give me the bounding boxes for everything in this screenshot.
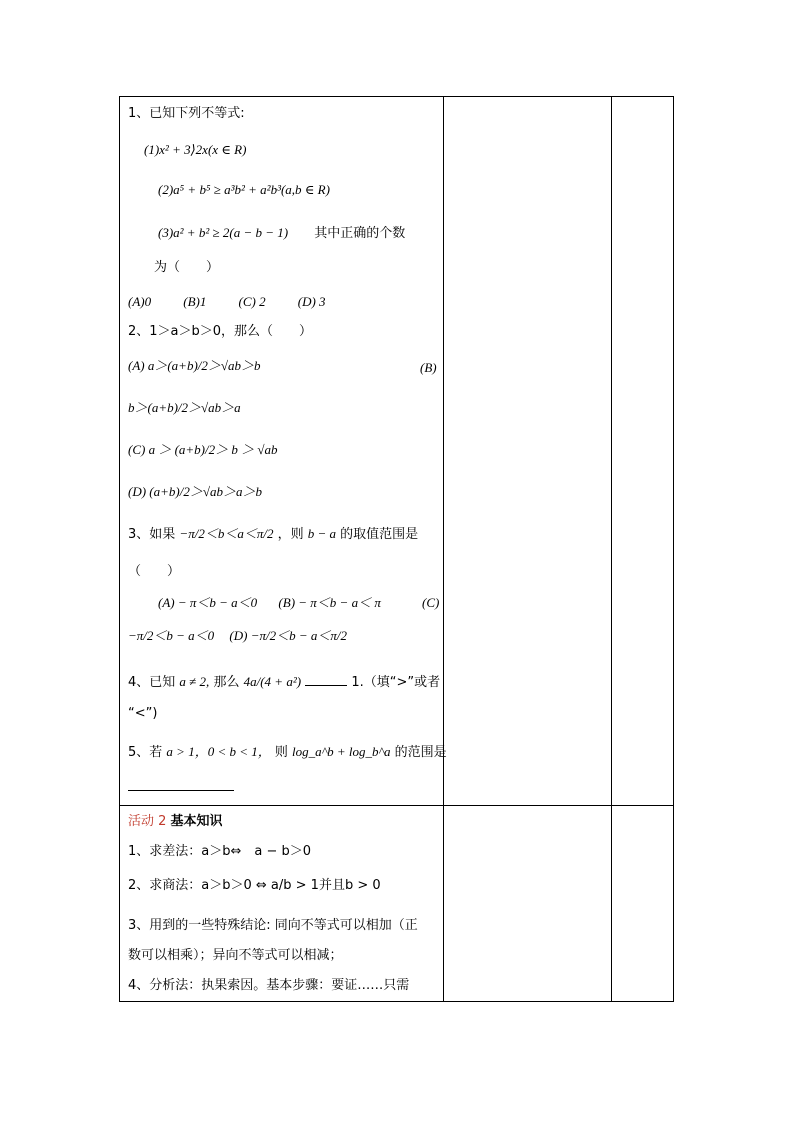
q3-option-a: (A) − π＜b − a＜0 [158,595,258,610]
basic-point-3a: 3、用到的一些特殊结论: 同向不等式可以相加（正 [128,918,418,933]
q2-stem: 2、1＞a＞b＞0，那么（ ） [128,324,313,339]
q1-option-c: (C) 2 [238,294,266,309]
q3-stem-a: 3、如果 [128,527,176,542]
q4-condition: a ≠ 2, [179,674,210,689]
activity-label: 活动 2 [128,814,171,829]
q2-option-b: b＞(a+b)/2＞√ab＞a [128,400,241,415]
basic-point-3b: 数可以相乘）；异向不等式可以相减； [128,948,343,963]
q1-item1: (1)x² + 3⟩2x(x ∈ R) [144,142,247,157]
q5-answer-blank [128,790,234,791]
q3-option-c: −π/2＜b − a＜0 [128,628,215,643]
column-divider-1 [443,97,444,1001]
q3-expression: b − a [307,526,337,541]
q1-wei: 为（ ） [154,260,220,275]
q2-option-a: (A) a＞(a+b)/2＞√ab＞b [128,358,261,373]
q2-option-b-tag: (B) [420,360,437,375]
column-divider-2 [611,97,612,1001]
lesson-table [119,96,674,1002]
q5-stem-a: 5、若 [128,745,163,760]
activity-title: 基本知识 [170,814,223,829]
q2-option-d: (D) (a+b)/2＞√ab＞a＞b [128,484,262,499]
q3-stem-b: ，则 [277,527,304,542]
q5-condition: a > 1，0 < b < 1， [166,744,271,759]
q4-stem-a: 4、已知 [128,675,176,690]
q5-expression: log_a^b + log_b^a [292,744,391,759]
q1-item3: (3)a² + b² ≥ 2(a − b − 1) [158,225,289,240]
q4-stem-b: 那么 [213,675,240,690]
q5-stem-c: 的范围是 [394,745,447,760]
basic-point-4: 4、分析法：执果索因。基本步骤：要证……只需 [128,978,410,993]
row-divider [120,805,673,806]
basic-point-2: 2、求商法：a＞b＞0 ⇔ a/b > 1并且b > 0 [128,878,381,893]
q1-intro: 1、已知下列不等式: [128,106,245,121]
q4-answer-blank [305,685,347,686]
q4-tail: 1.（填“>”或者 [351,675,441,690]
basic-point-1: 1、求差法：a＞b⇔ a − b＞0 [128,844,312,859]
q1-options [128,293,326,312]
q3-option-c-tag: (C) [422,595,440,610]
q2-option-c: (C) a ＞ (a+b)/2＞ b ＞ √ab [128,442,278,457]
q1-option-d: (D) 3 [297,294,326,309]
q4-tail-2: “<”) [128,706,158,721]
q4-fraction: 4a/(4 + a²) [243,674,302,689]
q5-stem-b: 则 [274,745,288,760]
q1-item2: (2)a⁵ + b⁵ ≥ a³b² + a²b³(a,b ∈ R) [158,182,330,197]
q1-option-b: (B)1 [183,294,207,309]
q3-option-b: (B) − π＜b − a＜ π [278,595,381,610]
q1-option-a: (A)0 [128,294,152,309]
q1-item3-tail: 其中正确的个数 [314,226,406,241]
q3-condition: −π/2＜b＜a＜π/2 [179,526,274,541]
q3-paren: （ ） [128,564,181,579]
q3-option-d: (D) −π/2＜b − a＜π/2 [229,628,348,643]
q3-stem-c: 的取值范围是 [340,527,419,542]
